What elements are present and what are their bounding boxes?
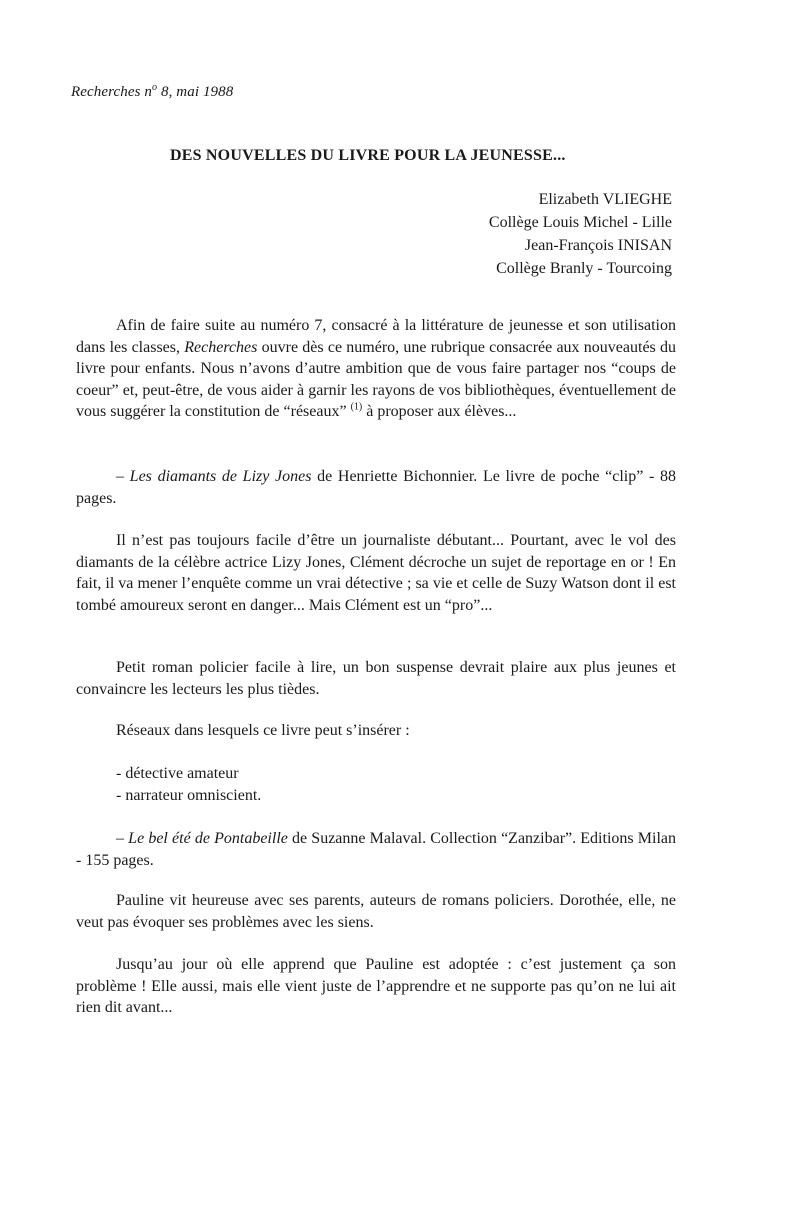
book2-dash: – xyxy=(116,830,129,847)
author-affiliation: Collège Louis Michel - Lille xyxy=(488,214,672,231)
book1-title: Les diamants de Lizy Jones xyxy=(129,468,312,485)
book1-networks-intro: Réseaux dans lesquels ce livre peut s’insérer : xyxy=(116,722,410,739)
journal-reference-suffix: 8, mai 1988 xyxy=(157,84,234,100)
book2-heading xyxy=(76,828,676,871)
authors-block xyxy=(489,188,672,280)
author-name: Elizabeth VLIEGHE xyxy=(538,191,672,208)
list-item: - narrateur omniscient. xyxy=(116,787,262,804)
book1-details: de Henriette Bichonnier. Le livre de poche “clip” - 88 pages. xyxy=(76,468,676,507)
book1-heading xyxy=(76,466,676,509)
intro-paragraph xyxy=(76,315,676,423)
intro-journal-name: Recherches xyxy=(184,338,258,356)
book2-title: Le bel été de Pontabeille xyxy=(128,830,288,847)
journal-reference-prefix: Recherches n xyxy=(71,84,153,100)
article-title: DES NOUVELLES DU LIVRE POUR LA JEUNESSE... xyxy=(170,147,566,164)
book2-summary-2: Jusqu’au jour où elle apprend que Pauline est adoptée : c’est justement ça son problème ! Elle aussi, mais elle vient juste de l’apprendre et ne supporte pas qu’on ne lui ait rien dit avant... xyxy=(76,956,676,1016)
book1-review: Petit roman policier facile à lire, un bon suspense devrait plaire aux plus jeunes et convaincre les lecteurs les plus tièdes. xyxy=(76,659,676,698)
book1-summary: Il n’est pas toujours facile d’être un journaliste débutant... Pourtant, avec le vol des diamants de la célèbre actrice Lizy Jones, Clément décroche un sujet de reportage en or ! En fait, il va mener l’enquête comme un vrai détective ; sa vie et celle de Suzy Watson dont il est tombé amoureux seront en danger... Mais Clément est un “pro”... xyxy=(76,532,676,614)
footnote-marker: (1) xyxy=(350,401,363,413)
author-name: Jean-François INISAN xyxy=(524,237,672,254)
journal-reference xyxy=(71,84,233,101)
list-item: - détective amateur xyxy=(116,765,239,782)
intro-text: Afin de faire suite au numéro 7, consacré à la littérature de jeunesse et son utilisation dans les classes, xyxy=(76,317,676,356)
book2-details: de Suzanne Malaval. Collection “Zanzibar”. Editions Milan - 155 pages. xyxy=(76,830,676,869)
book2-summary-1: Pauline vit heureuse avec ses parents, auteurs de romans policiers. Dorothée, elle, ne veut pas évoquer ses problèmes avec les siens. xyxy=(76,892,676,931)
book1-dash: – xyxy=(116,468,130,485)
journal-reference-superscript: o xyxy=(152,82,158,93)
book1-networks-list xyxy=(116,763,261,807)
intro-text: à proposer aux élèves... xyxy=(362,403,517,420)
author-affiliation: Collège Branly - Tourcoing xyxy=(496,260,672,277)
intro-text: ouvre dès ce numéro, une rubrique consacrée aux nouveautés du livre pour enfants. Nous n’avons d’autre ambition que de vous faire partager nos “coups de coeur” et, peut-être, de vous aider à garnir les rayons de vos bibliothèques, éventuellement de vous suggérer la constitution de “réseaux” xyxy=(76,338,676,420)
